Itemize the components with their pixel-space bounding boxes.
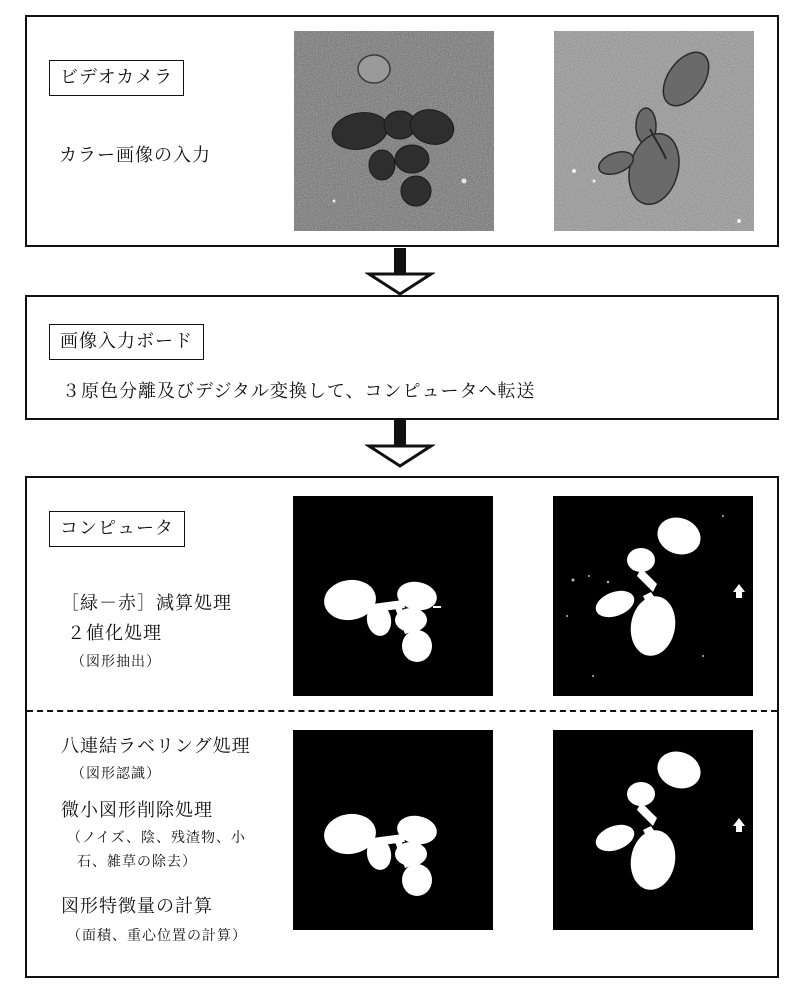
image-input-board-label: 画像入力ボード — [49, 324, 204, 360]
down-arrow-icon — [365, 248, 435, 296]
photo-2-svg — [554, 31, 754, 231]
down-arrow-icon — [365, 420, 435, 468]
labeled-2-svg — [553, 730, 753, 930]
down-arrow-svg-2 — [365, 420, 435, 468]
small-figure-removal-text: 微小図形削除処理 — [61, 800, 213, 821]
speck — [333, 200, 336, 203]
stage-image-input-board — [25, 295, 779, 420]
stone — [358, 55, 390, 83]
color-input-photo-1 — [294, 31, 494, 231]
feature-calculation-text: 図形特徴量の計算 — [61, 896, 213, 917]
image-input-board-text: ３原色分離及びデジタル変換して、コンピュータへ転送 — [62, 381, 536, 402]
speck — [593, 180, 596, 183]
labeled-image-1 — [293, 730, 493, 930]
binarization-text: ２値化処理 — [67, 623, 162, 644]
stage-video-camera — [25, 15, 779, 247]
figure-recognition-note: （図形認識） — [71, 766, 161, 782]
binary-image-1 — [293, 496, 493, 696]
area-centroid-note: （面積、重心位置の計算） — [67, 928, 247, 944]
stage-computer — [25, 476, 779, 978]
photo-1-svg — [294, 31, 494, 231]
labeling-text: 八連結ラベリング処理 — [61, 736, 251, 757]
subtraction-text: ［緑－赤］減算処理 — [61, 593, 232, 614]
video-camera-label: ビデオカメラ — [49, 60, 184, 96]
removal-note-line2: 石、雑草の除去） — [77, 854, 197, 870]
binary-image-2 — [553, 496, 753, 696]
down-arrow-svg-1 — [365, 248, 435, 296]
binary-1-svg — [293, 496, 493, 696]
speck — [572, 169, 576, 173]
color-input-photo-2 — [554, 31, 754, 231]
computer-label: コンピュータ — [49, 511, 185, 547]
figure-extraction-note: （図形抽出） — [71, 654, 161, 670]
color-input-text: カラー画像の入力 — [59, 145, 211, 166]
labeled-image-2 — [553, 730, 753, 930]
section-divider — [27, 710, 777, 712]
speck — [462, 179, 467, 184]
removal-note-line1: （ノイズ、陰、残渣物、小 — [67, 830, 247, 846]
labeled-1-svg — [293, 730, 493, 930]
binary-2-svg — [553, 496, 753, 696]
speck — [737, 219, 741, 223]
